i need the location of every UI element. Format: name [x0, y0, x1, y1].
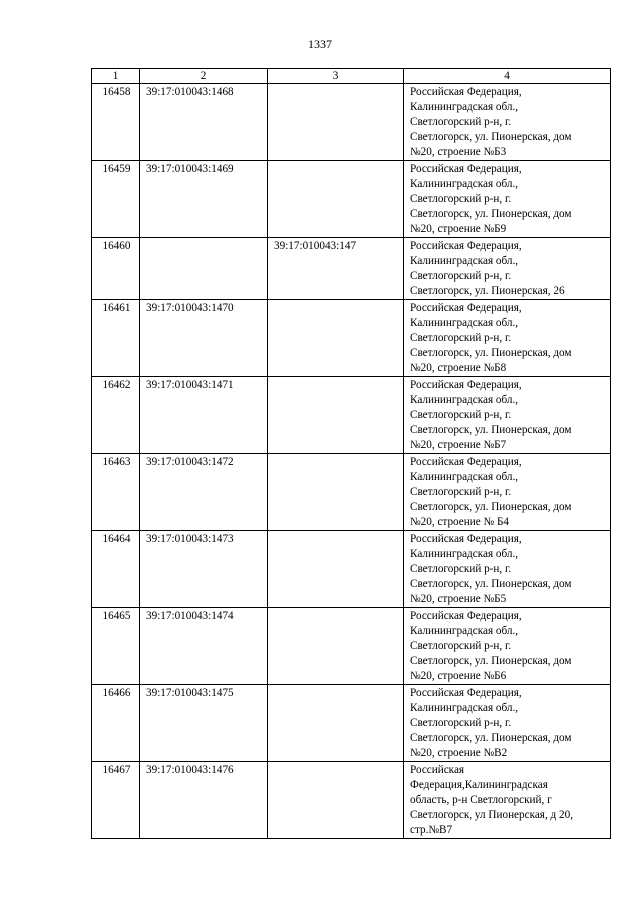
- address-cell: [404, 608, 611, 685]
- address-line: №20, строение № Б4: [410, 516, 509, 528]
- address-line: Светлогорск, ул. Пионерская, дом: [410, 501, 572, 513]
- parent-cadastral-cell: [268, 531, 404, 608]
- cadastral-number-cell: 39:17:010043:1473: [140, 531, 268, 608]
- address-line: Светлогорск, ул. Пионерская, дом: [410, 347, 572, 359]
- parent-cadastral-cell: [268, 762, 404, 839]
- address-line: Светлогорский р-н, г.: [410, 486, 512, 498]
- cadastral-number-cell: 39:17:010043:1472: [140, 454, 268, 531]
- table-row: [92, 762, 611, 839]
- table-row: [92, 608, 611, 685]
- table-row: [92, 238, 611, 300]
- row-number-cell: 16462: [92, 377, 140, 454]
- row-number-cell: 16467: [92, 762, 140, 839]
- cadastral-number-cell: 39:17:010043:1470: [140, 300, 268, 377]
- table-row: [92, 161, 611, 238]
- address-line: Светлогорск, ул. Пионерская, дом: [410, 578, 572, 590]
- parent-cadastral-cell: [268, 685, 404, 762]
- address-line: Российская Федерация,: [410, 533, 522, 545]
- address-line: Светлогорск, ул. Пионерская, дом: [410, 208, 572, 220]
- address-line: Российская Федерация,: [410, 456, 522, 468]
- address-cell: [404, 377, 611, 454]
- address-line: Светлогорский р-н, г.: [410, 116, 512, 128]
- address-line: Светлогорский р-н, г.: [410, 640, 512, 652]
- cadastral-number-cell: [140, 238, 268, 300]
- address-line: Российская Федерация,: [410, 687, 522, 699]
- address-line: Светлогорский р-н, г.: [410, 332, 512, 344]
- row-number-cell: 16464: [92, 531, 140, 608]
- address-line: №20, строение №В2: [410, 747, 508, 759]
- cadastral-number-cell: 39:17:010043:1471: [140, 377, 268, 454]
- address-line: Калининградская обл.,: [410, 702, 519, 714]
- address-line: Калининградская обл.,: [410, 101, 519, 113]
- header-cell-2: 2: [140, 69, 268, 84]
- address-line: Федерация,Калининградская: [410, 779, 548, 791]
- address-line: №20, строение №Б8: [410, 362, 507, 374]
- address-line: Российская Федерация,: [410, 163, 522, 175]
- row-number-cell: 16461: [92, 300, 140, 377]
- row-number-cell: 16460: [92, 238, 140, 300]
- address-line: Светлогорский р-н, г.: [410, 409, 512, 421]
- cadastral-number-cell: 39:17:010043:1469: [140, 161, 268, 238]
- row-number-cell: 16466: [92, 685, 140, 762]
- address-line: №20, строение №Б5: [410, 593, 507, 605]
- table-row: [92, 454, 611, 531]
- row-number-cell: 16463: [92, 454, 140, 531]
- address-cell: [404, 238, 611, 300]
- address-line: Российская Федерация,: [410, 240, 522, 252]
- cadastral-number-cell: 39:17:010043:1476: [140, 762, 268, 839]
- address-line: №20, строение №Б3: [410, 146, 507, 158]
- header-cell-3: 3: [268, 69, 404, 84]
- address-line: Калининградская обл.,: [410, 255, 519, 267]
- address-cell: [404, 161, 611, 238]
- address-cell: [404, 685, 611, 762]
- table-row: [92, 300, 611, 377]
- row-number-cell: 16458: [92, 84, 140, 161]
- address-line: Калининградская обл.,: [410, 548, 519, 560]
- address-line: №20, строение №Б9: [410, 223, 507, 235]
- table-row: [92, 531, 611, 608]
- address-line: область, р-н Светлогорский, г: [410, 794, 552, 806]
- address-line: Светлогорск, ул. Пионерская, 26: [410, 285, 565, 297]
- address-line: стр.№В7: [410, 824, 453, 836]
- address-cell: [404, 531, 611, 608]
- address-line: №20, строение №Б6: [410, 670, 507, 682]
- address-cell: [404, 762, 611, 839]
- parent-cadastral-cell: [268, 84, 404, 161]
- table-row: [92, 377, 611, 454]
- address-line: Светлогорский р-н, г.: [410, 563, 512, 575]
- address-line: Светлогорский р-н, г.: [410, 717, 512, 729]
- address-line: №20, строение №Б7: [410, 439, 507, 451]
- header-cell-4: 4: [404, 69, 611, 84]
- address-line: Светлогорск, ул Пионерская, д 20,: [410, 809, 574, 821]
- page-number: 1337: [308, 37, 332, 51]
- address-line: Российская Федерация,: [410, 379, 522, 391]
- registry-table: [91, 68, 611, 839]
- address-line: Калининградская обл.,: [410, 317, 519, 329]
- cadastral-number-cell: 39:17:010043:1474: [140, 608, 268, 685]
- parent-cadastral-cell: 39:17:010043:147: [268, 238, 404, 300]
- address-line: Российская Федерация,: [410, 86, 522, 98]
- cadastral-number-cell: 39:17:010043:1475: [140, 685, 268, 762]
- address-line: Калининградская обл.,: [410, 471, 519, 483]
- address-line: Светлогорск, ул. Пионерская, дом: [410, 732, 572, 744]
- address-line: Калининградская обл.,: [410, 394, 519, 406]
- address-line: Светлогорск, ул. Пионерская, дом: [410, 424, 572, 436]
- parent-cadastral-cell: [268, 377, 404, 454]
- address-cell: [404, 300, 611, 377]
- address-line: Российская: [410, 764, 465, 776]
- row-number-cell: 16459: [92, 161, 140, 238]
- address-line: Светлогорск, ул. Пионерская, дом: [410, 655, 572, 667]
- address-line: Калининградская обл.,: [410, 625, 519, 637]
- parent-cadastral-cell: [268, 300, 404, 377]
- row-number-cell: 16465: [92, 608, 140, 685]
- address-line: Российская Федерация,: [410, 610, 522, 622]
- address-cell: [404, 84, 611, 161]
- address-cell: [404, 454, 611, 531]
- table-row: [92, 685, 611, 762]
- address-line: Светлогорский р-н, г.: [410, 270, 512, 282]
- table-row: [92, 84, 611, 161]
- parent-cadastral-cell: [268, 608, 404, 685]
- address-line: Российская Федерация,: [410, 302, 522, 314]
- header-cell-1: 1: [92, 69, 140, 84]
- address-line: Светлогорск, ул. Пионерская, дом: [410, 131, 572, 143]
- address-line: Светлогорский р-н, г.: [410, 193, 512, 205]
- parent-cadastral-cell: [268, 454, 404, 531]
- address-line: Калининградская обл.,: [410, 178, 519, 190]
- parent-cadastral-cell: [268, 161, 404, 238]
- cadastral-number-cell: 39:17:010043:1468: [140, 84, 268, 161]
- header-row: [92, 69, 611, 84]
